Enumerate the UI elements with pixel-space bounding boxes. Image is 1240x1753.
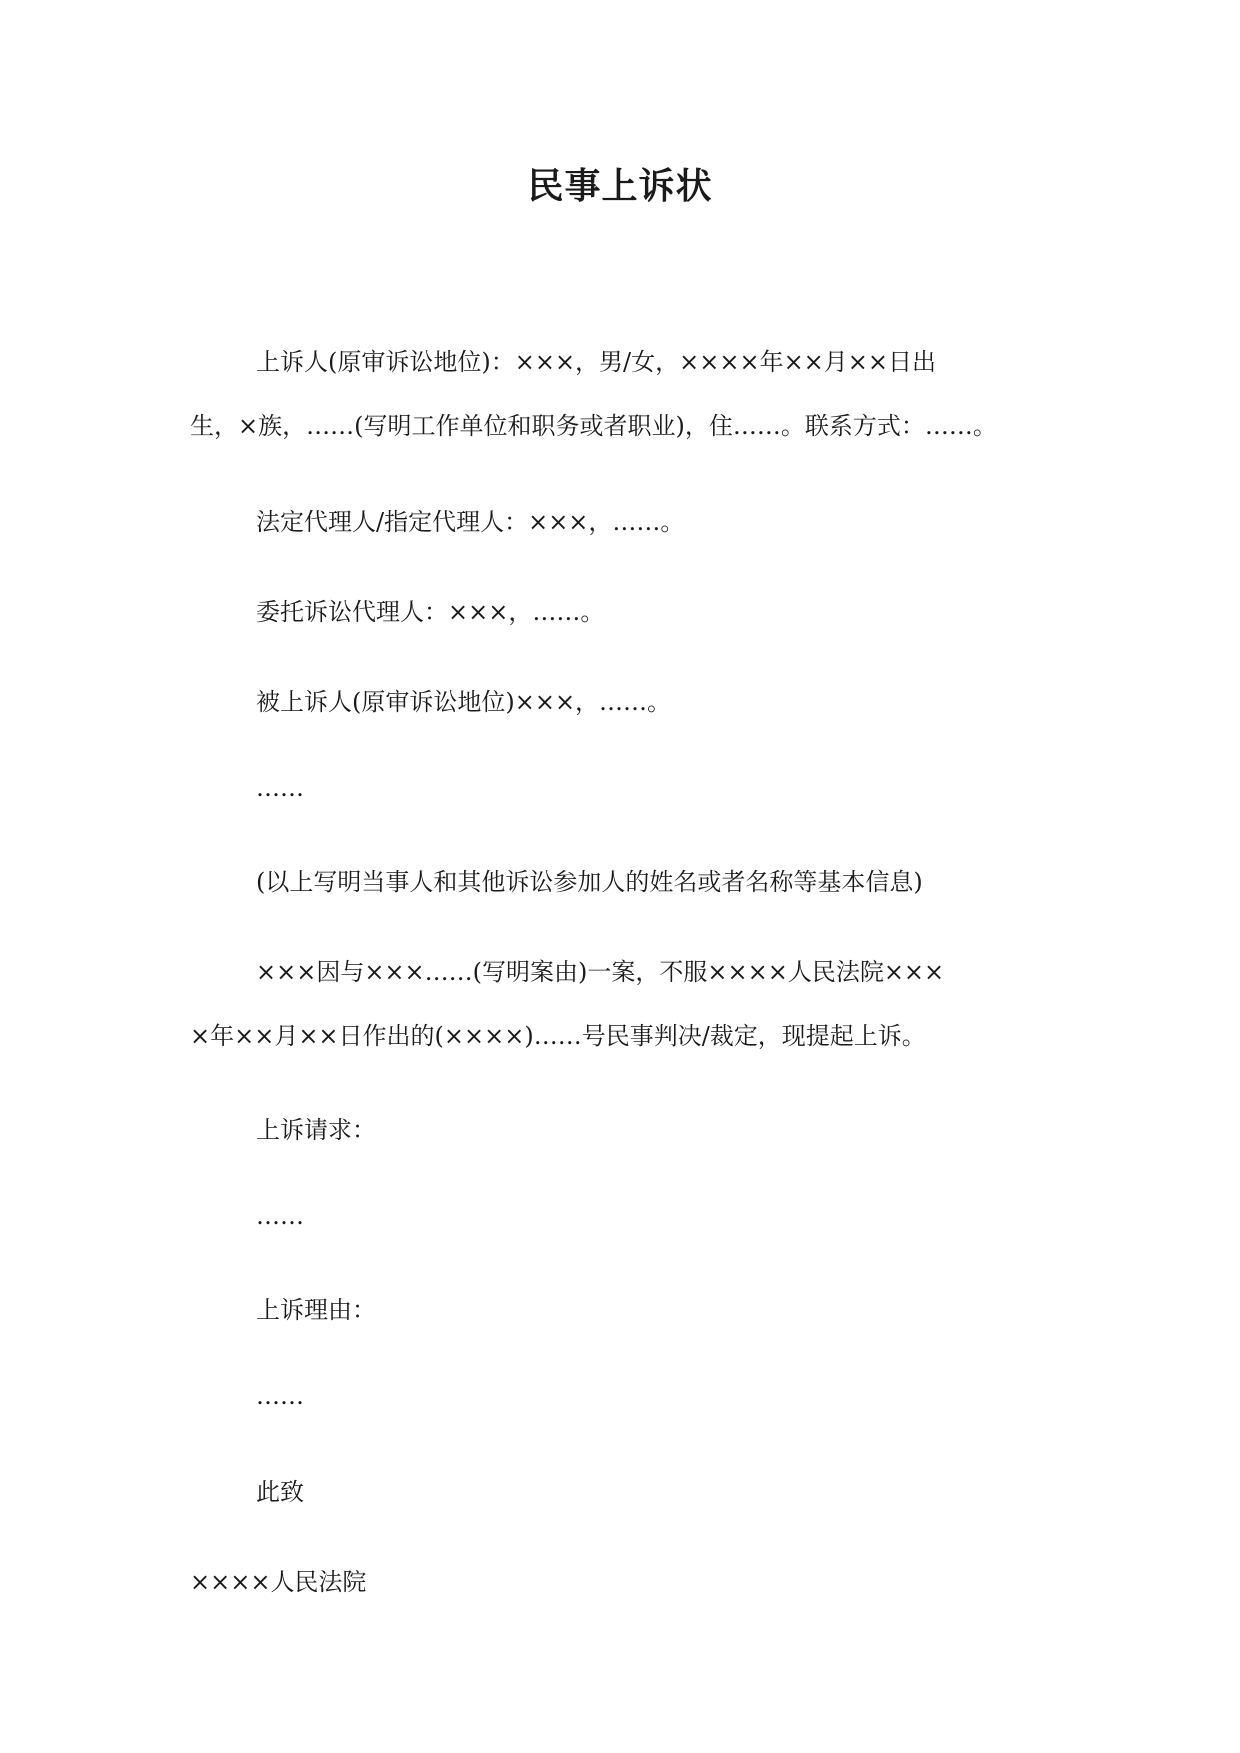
- agent-line: 委托诉讼代理人：×××，……。: [256, 598, 605, 626]
- case-line-2: ×年××月××日作出的(××××)……号民事判决/裁定，现提起上诉。: [190, 1022, 926, 1050]
- appeal-reason-line: 上诉理由：: [256, 1296, 376, 1324]
- ellipsis-paragraph-1: [190, 756, 1050, 820]
- ellipsis-line-2: ……: [256, 1202, 304, 1230]
- ellipsis-paragraph-3: [190, 1364, 1050, 1428]
- ellipsis-line-3: ……: [256, 1382, 304, 1410]
- document-title: 民事上诉状: [527, 165, 713, 207]
- addressee-court: ××××人民法院: [190, 1568, 367, 1596]
- note-paragraph: [190, 850, 1050, 914]
- appellant-paragraph: [190, 330, 1050, 458]
- appeal-request-line: 上诉请求：: [256, 1116, 376, 1144]
- appellee-line: 被上诉人(原审诉讼地位)×××，……。: [256, 688, 672, 716]
- ellipsis-paragraph-2: [190, 1184, 1050, 1248]
- agent-paragraph: [190, 580, 1050, 644]
- legal-representative-paragraph: [190, 490, 1050, 554]
- appellant-line-1: 上诉人(原审诉讼地位)：×××，男/女，××××年××月××日出: [256, 348, 937, 376]
- salutation-paragraph: [190, 1460, 1050, 1524]
- legal-representative-line: 法定代理人/指定代理人：×××，……。: [256, 508, 685, 536]
- appellee-paragraph: [190, 670, 1050, 734]
- appeal-reason-heading: [190, 1278, 1050, 1342]
- salutation-line: 此致: [256, 1478, 304, 1506]
- addressee-paragraph: [190, 1550, 1050, 1614]
- appeal-request-heading: [190, 1098, 1050, 1162]
- appellant-line-2: 生，×族，……(写明工作单位和职务或者职业)，住……。联系方式：……。: [190, 412, 997, 440]
- note-line: (以上写明当事人和其他诉讼参加人的姓名或者名称等基本信息): [256, 868, 923, 896]
- case-line-1: ×××因与×××……(写明案由)一案，不服××××人民法院×××: [256, 958, 945, 986]
- case-paragraph: [190, 940, 1050, 1068]
- ellipsis-line-1: ……: [256, 774, 304, 802]
